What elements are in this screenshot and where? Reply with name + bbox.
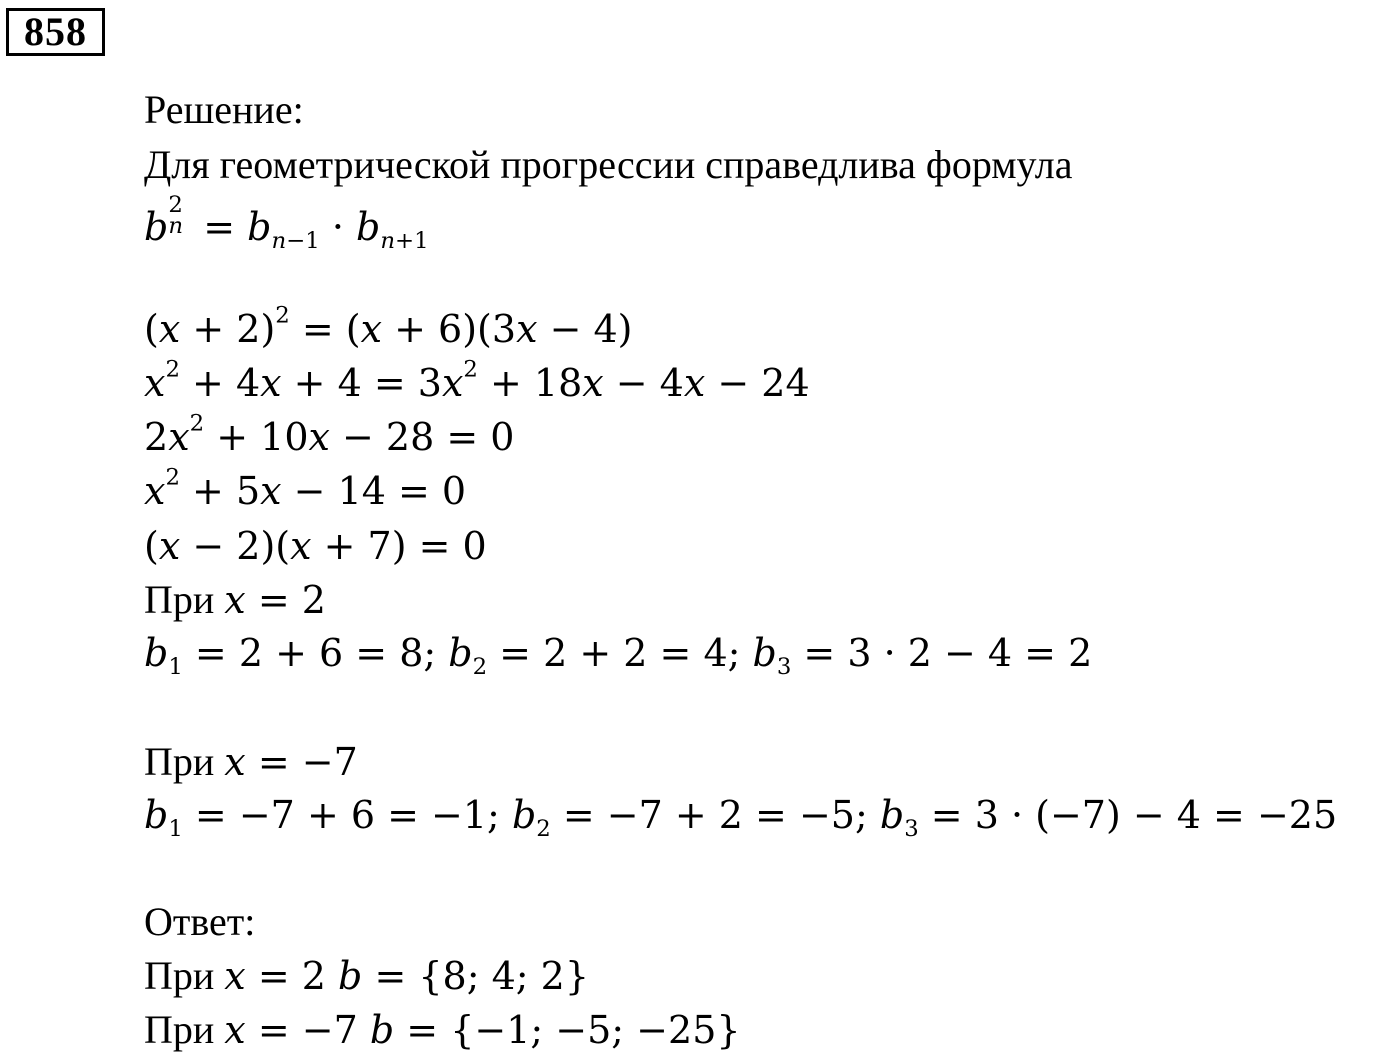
answer-line-2: При x = −7 b = {−1; −5; −25} — [144, 1007, 741, 1052]
solution-heading: Решение: — [144, 87, 304, 132]
problem-number: 858 — [6, 8, 105, 56]
equation-line-1: $(x + 2)^2 = (x + 6)(3x - 4)$ — [144, 302, 633, 351]
case-1-header: При x = 2 — [144, 577, 326, 622]
geometric-mean-formula: b 2 n = $b_{n-1} \cdot b_{n+1}$ — [144, 192, 429, 254]
answer-heading: Ответ: — [144, 899, 256, 944]
answer-line-1: При x = 2 b = {8; 4; 2} — [144, 953, 590, 998]
case-1-terms: $b_1 = 2 + 6 = 8$; $b_2 = 2 + 2 = 4$; $b_3 = 3 \cdot 2 - 4 = 2$ — [144, 631, 1093, 680]
intro-text: Для геометрической прогрессии справедлива формула — [144, 142, 1073, 187]
equation-line-4: $x^2 + 5x - 14 = 0$ — [144, 464, 467, 513]
case-2-terms: $b_1 = -7 + 6 = -1$; $b_2 = -7 + 2 = -5$; $b_3 = 3 \cdot (-7) - 4 = -25$ — [144, 793, 1338, 842]
equation-line-2: $x^2 + 4x + 4 = 3x^2 + 18x - 4x - 24$ — [144, 356, 810, 405]
equation-line-5: (x − 2)(x + 7) = 0 — [144, 524, 487, 568]
case-2-header: При x = −7 — [144, 739, 358, 784]
equation-line-3: $2x^2 + 10x - 28 = 0$ — [144, 410, 515, 459]
